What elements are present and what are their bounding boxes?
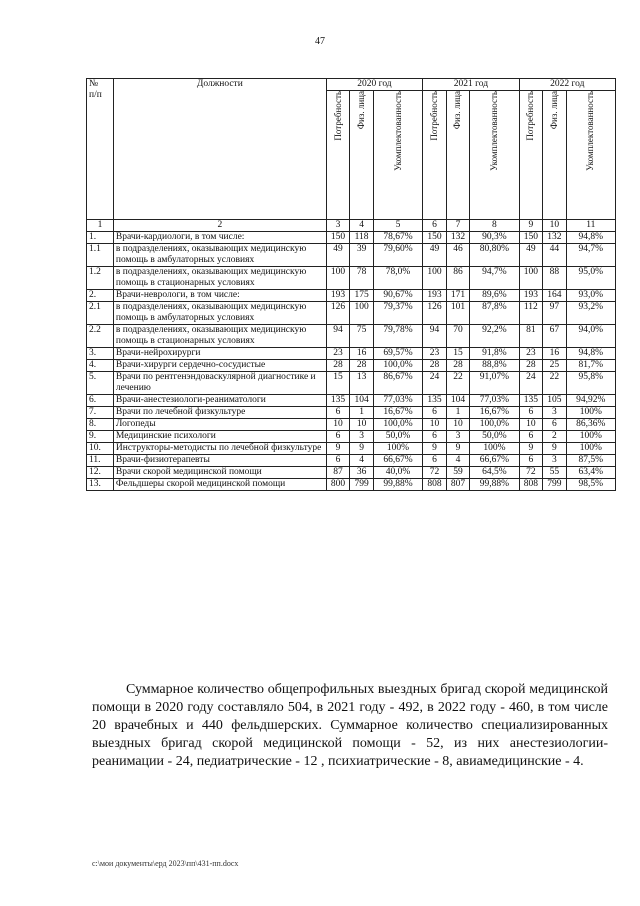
value-cell: 50,0% bbox=[373, 431, 422, 443]
value-cell: 90,3% bbox=[470, 232, 519, 244]
column-number: 10 bbox=[543, 220, 567, 232]
value-cell: 3 bbox=[543, 407, 567, 419]
value-cell: 16 bbox=[350, 348, 374, 360]
position-name: Врачи по рентгенэндоваскулярной диагностике и лечению bbox=[113, 372, 326, 395]
value-cell: 72 bbox=[519, 467, 543, 479]
table-row bbox=[87, 455, 616, 467]
value-cell: 10 bbox=[423, 419, 447, 431]
value-cell: 100% bbox=[373, 443, 422, 455]
value-cell: 50,0% bbox=[470, 431, 519, 443]
subheader-label: Физ. лица bbox=[356, 91, 367, 130]
value-cell: 36 bbox=[350, 467, 374, 479]
value-cell: 2 bbox=[543, 431, 567, 443]
value-cell: 10 bbox=[519, 419, 543, 431]
position-name: в подразделениях, оказывающих медицинскую помощь в стационарных условиях bbox=[113, 325, 326, 348]
value-cell: 13 bbox=[350, 372, 374, 395]
table-row bbox=[87, 232, 616, 244]
column-number: 11 bbox=[566, 220, 615, 232]
value-cell: 193 bbox=[326, 290, 350, 302]
value-cell: 70 bbox=[446, 325, 470, 348]
value-cell: 6 bbox=[326, 431, 350, 443]
page-number: 47 bbox=[315, 36, 325, 47]
value-cell: 86,67% bbox=[373, 372, 422, 395]
value-cell: 1 bbox=[446, 407, 470, 419]
value-cell: 15 bbox=[446, 348, 470, 360]
row-number: 2. bbox=[87, 290, 114, 302]
value-cell: 28 bbox=[519, 360, 543, 372]
value-cell: 94,8% bbox=[566, 232, 615, 244]
value-cell: 9 bbox=[543, 443, 567, 455]
header-position: Должности bbox=[113, 79, 326, 220]
value-cell: 10 bbox=[446, 419, 470, 431]
value-cell: 118 bbox=[350, 232, 374, 244]
table-row bbox=[87, 467, 616, 479]
value-cell: 150 bbox=[519, 232, 543, 244]
value-cell: 88,8% bbox=[470, 360, 519, 372]
table-row bbox=[87, 431, 616, 443]
value-cell: 93,0% bbox=[566, 290, 615, 302]
value-cell: 10 bbox=[350, 419, 374, 431]
value-cell: 99,88% bbox=[470, 479, 519, 491]
row-number: 11. bbox=[87, 455, 114, 467]
subheader-0 bbox=[326, 91, 350, 220]
value-cell: 1 bbox=[350, 407, 374, 419]
row-number: 9. bbox=[87, 431, 114, 443]
value-cell: 25 bbox=[543, 360, 567, 372]
column-number: 3 bbox=[326, 220, 350, 232]
value-cell: 16,67% bbox=[373, 407, 422, 419]
value-cell: 100 bbox=[519, 267, 543, 290]
table-row bbox=[87, 302, 616, 325]
value-cell: 23 bbox=[423, 348, 447, 360]
position-name: в подразделениях, оказывающих медицинскую помощь в амбулаторных условиях bbox=[113, 302, 326, 325]
value-cell: 49 bbox=[423, 244, 447, 267]
table-row bbox=[87, 395, 616, 407]
column-number: 2 bbox=[113, 220, 326, 232]
subheader-label: Потребность bbox=[332, 91, 343, 141]
value-cell: 79,78% bbox=[373, 325, 422, 348]
value-cell: 22 bbox=[543, 372, 567, 395]
value-cell: 22 bbox=[446, 372, 470, 395]
value-cell: 79,60% bbox=[373, 244, 422, 267]
value-cell: 28 bbox=[446, 360, 470, 372]
value-cell: 92,2% bbox=[470, 325, 519, 348]
column-number: 8 bbox=[470, 220, 519, 232]
position-name: Врачи-неврологи, в том числе: bbox=[113, 290, 326, 302]
subheader-8 bbox=[566, 91, 615, 220]
header-year-2021: 2021 год bbox=[423, 79, 519, 91]
value-cell: 171 bbox=[446, 290, 470, 302]
position-name: Инструкторы-методисты по лечебной физкультуре bbox=[113, 443, 326, 455]
value-cell: 72 bbox=[423, 467, 447, 479]
row-number: 4. bbox=[87, 360, 114, 372]
value-cell: 100,0% bbox=[373, 419, 422, 431]
value-cell: 77,03% bbox=[470, 395, 519, 407]
value-cell: 95,0% bbox=[566, 267, 615, 290]
value-cell: 94,0% bbox=[566, 325, 615, 348]
value-cell: 77,03% bbox=[373, 395, 422, 407]
value-cell: 81,7% bbox=[566, 360, 615, 372]
position-name: Логопеды bbox=[113, 419, 326, 431]
column-number: 5 bbox=[373, 220, 422, 232]
value-cell: 101 bbox=[446, 302, 470, 325]
row-number: 7. bbox=[87, 407, 114, 419]
position-name: Фельдшеры скорой медицинской помощи bbox=[113, 479, 326, 491]
value-cell: 49 bbox=[326, 244, 350, 267]
value-cell: 100 bbox=[350, 302, 374, 325]
value-cell: 97 bbox=[543, 302, 567, 325]
value-cell: 135 bbox=[326, 395, 350, 407]
row-number: 3. bbox=[87, 348, 114, 360]
value-cell: 4 bbox=[446, 455, 470, 467]
value-cell: 9 bbox=[446, 443, 470, 455]
value-cell: 3 bbox=[446, 431, 470, 443]
value-cell: 132 bbox=[543, 232, 567, 244]
value-cell: 800 bbox=[326, 479, 350, 491]
column-number: 7 bbox=[446, 220, 470, 232]
value-cell: 94 bbox=[326, 325, 350, 348]
header-num: № п/п bbox=[87, 79, 114, 220]
row-number: 2.2 bbox=[87, 325, 114, 348]
value-cell: 6 bbox=[519, 455, 543, 467]
value-cell: 104 bbox=[350, 395, 374, 407]
subheader-label: Потребность bbox=[428, 91, 439, 141]
value-cell: 6 bbox=[519, 431, 543, 443]
value-cell: 100 bbox=[423, 267, 447, 290]
table-row bbox=[87, 407, 616, 419]
value-cell: 78,0% bbox=[373, 267, 422, 290]
table-row bbox=[87, 290, 616, 302]
value-cell: 99,88% bbox=[373, 479, 422, 491]
position-name: Врачи-хирурги сердечно-сосудистые bbox=[113, 360, 326, 372]
row-number: 1.2 bbox=[87, 267, 114, 290]
value-cell: 807 bbox=[446, 479, 470, 491]
value-cell: 79,37% bbox=[373, 302, 422, 325]
value-cell: 28 bbox=[423, 360, 447, 372]
value-cell: 105 bbox=[543, 395, 567, 407]
value-cell: 40,0% bbox=[373, 467, 422, 479]
value-cell: 86 bbox=[446, 267, 470, 290]
value-cell: 98,5% bbox=[566, 479, 615, 491]
column-number: 9 bbox=[519, 220, 543, 232]
position-name: Врачи скорой медицинской помощи bbox=[113, 467, 326, 479]
value-cell: 100 bbox=[326, 267, 350, 290]
value-cell: 104 bbox=[446, 395, 470, 407]
value-cell: 24 bbox=[423, 372, 447, 395]
row-number: 1.1 bbox=[87, 244, 114, 267]
value-cell: 112 bbox=[519, 302, 543, 325]
subheader-7 bbox=[543, 91, 567, 220]
subheader-2 bbox=[373, 91, 422, 220]
table-row bbox=[87, 244, 616, 267]
value-cell: 193 bbox=[519, 290, 543, 302]
value-cell: 59 bbox=[446, 467, 470, 479]
value-cell: 135 bbox=[423, 395, 447, 407]
value-cell: 87,8% bbox=[470, 302, 519, 325]
table-row bbox=[87, 443, 616, 455]
value-cell: 94,92% bbox=[566, 395, 615, 407]
row-number: 13. bbox=[87, 479, 114, 491]
table-row bbox=[87, 348, 616, 360]
subheader-5 bbox=[470, 91, 519, 220]
value-cell: 16 bbox=[543, 348, 567, 360]
value-cell: 799 bbox=[543, 479, 567, 491]
value-cell: 193 bbox=[423, 290, 447, 302]
value-cell: 78 bbox=[350, 267, 374, 290]
value-cell: 86,36% bbox=[566, 419, 615, 431]
value-cell: 23 bbox=[519, 348, 543, 360]
value-cell: 799 bbox=[350, 479, 374, 491]
table-row bbox=[87, 360, 616, 372]
table-row bbox=[87, 419, 616, 431]
value-cell: 6 bbox=[326, 407, 350, 419]
value-cell: 10 bbox=[326, 419, 350, 431]
header-year-2020: 2020 год bbox=[326, 79, 422, 91]
value-cell: 175 bbox=[350, 290, 374, 302]
subheader-1 bbox=[350, 91, 374, 220]
value-cell: 87,5% bbox=[566, 455, 615, 467]
value-cell: 91,07% bbox=[470, 372, 519, 395]
subheader-6 bbox=[519, 91, 543, 220]
value-cell: 55 bbox=[543, 467, 567, 479]
value-cell: 49 bbox=[519, 244, 543, 267]
value-cell: 75 bbox=[350, 325, 374, 348]
row-number: 12. bbox=[87, 467, 114, 479]
subheader-label: Укомплектованность bbox=[585, 91, 596, 171]
file-path-footer: c:\мои документы\ерд 2023\пп\431-пп.docx bbox=[92, 859, 239, 868]
value-cell: 67 bbox=[543, 325, 567, 348]
position-name: Врачи-анестезиологи-реаниматологи bbox=[113, 395, 326, 407]
subheader-label: Укомплектованность bbox=[488, 91, 499, 171]
value-cell: 100% bbox=[566, 443, 615, 455]
value-cell: 4 bbox=[350, 455, 374, 467]
staffing-table bbox=[86, 78, 616, 491]
value-cell: 28 bbox=[350, 360, 374, 372]
value-cell: 90,67% bbox=[373, 290, 422, 302]
value-cell: 94,8% bbox=[566, 348, 615, 360]
table-row bbox=[87, 372, 616, 395]
row-number: 10. bbox=[87, 443, 114, 455]
table-row bbox=[87, 325, 616, 348]
position-name: Врачи по лечебной физкультуре bbox=[113, 407, 326, 419]
column-number: 4 bbox=[350, 220, 374, 232]
subheader-label: Физ. лица bbox=[452, 91, 463, 130]
value-cell: 808 bbox=[519, 479, 543, 491]
column-number: 6 bbox=[423, 220, 447, 232]
row-number: 8. bbox=[87, 419, 114, 431]
table-row bbox=[87, 267, 616, 290]
subheader-label: Потребность bbox=[525, 91, 536, 141]
value-cell: 9 bbox=[326, 443, 350, 455]
value-cell: 150 bbox=[326, 232, 350, 244]
value-cell: 66,67% bbox=[470, 455, 519, 467]
value-cell: 44 bbox=[543, 244, 567, 267]
value-cell: 100,0% bbox=[470, 419, 519, 431]
value-cell: 9 bbox=[519, 443, 543, 455]
row-number: 1. bbox=[87, 232, 114, 244]
position-name: в подразделениях, оказывающих медицинскую помощь в стационарных условиях bbox=[113, 267, 326, 290]
value-cell: 89,6% bbox=[470, 290, 519, 302]
value-cell: 69,57% bbox=[373, 348, 422, 360]
value-cell: 64,5% bbox=[470, 467, 519, 479]
position-name: Врачи-физиотерапевты bbox=[113, 455, 326, 467]
value-cell: 23 bbox=[326, 348, 350, 360]
row-number: 5. bbox=[87, 372, 114, 395]
table-row bbox=[87, 479, 616, 491]
value-cell: 6 bbox=[423, 455, 447, 467]
value-cell: 135 bbox=[519, 395, 543, 407]
value-cell: 100,0% bbox=[373, 360, 422, 372]
subheader-label: Физ. лица bbox=[548, 91, 559, 130]
value-cell: 3 bbox=[543, 455, 567, 467]
value-cell: 126 bbox=[423, 302, 447, 325]
value-cell: 9 bbox=[350, 443, 374, 455]
value-cell: 94 bbox=[423, 325, 447, 348]
value-cell: 6 bbox=[423, 431, 447, 443]
value-cell: 100% bbox=[566, 407, 615, 419]
value-cell: 46 bbox=[446, 244, 470, 267]
value-cell: 164 bbox=[543, 290, 567, 302]
value-cell: 94,7% bbox=[470, 267, 519, 290]
value-cell: 78,67% bbox=[373, 232, 422, 244]
value-cell: 6 bbox=[326, 455, 350, 467]
subheader-4 bbox=[446, 91, 470, 220]
value-cell: 808 bbox=[423, 479, 447, 491]
summary-paragraph: Суммарное количество общепрофильных выездных бригад скорой медицинской помощи в 2020 году составляло 504, в 2021 году - 492, в 2022 году - 460, в том числе 20 врачебных и 440 фельдшерских. Суммарное количество специализированных выездных бригад скорой медицинской помощи - 52, из них анестезиологии-реанимации - 24, педиатрические - 12 , психиатрические - 8, авиамедицинские - 4. bbox=[92, 682, 608, 769]
value-cell: 100% bbox=[566, 431, 615, 443]
value-cell: 87 bbox=[326, 467, 350, 479]
value-cell: 6 bbox=[423, 407, 447, 419]
value-cell: 94,7% bbox=[566, 244, 615, 267]
row-number: 6. bbox=[87, 395, 114, 407]
value-cell: 9 bbox=[423, 443, 447, 455]
value-cell: 80,80% bbox=[470, 244, 519, 267]
row-number: 2.1 bbox=[87, 302, 114, 325]
value-cell: 132 bbox=[446, 232, 470, 244]
subheader-label: Укомплектованность bbox=[392, 91, 403, 171]
value-cell: 39 bbox=[350, 244, 374, 267]
value-cell: 6 bbox=[543, 419, 567, 431]
position-name: Врачи-кардиологи, в том числе: bbox=[113, 232, 326, 244]
position-name: Врачи-нейрохирурги bbox=[113, 348, 326, 360]
value-cell: 15 bbox=[326, 372, 350, 395]
column-number: 1 bbox=[87, 220, 114, 232]
value-cell: 100% bbox=[470, 443, 519, 455]
value-cell: 66,67% bbox=[373, 455, 422, 467]
value-cell: 81 bbox=[519, 325, 543, 348]
value-cell: 93,2% bbox=[566, 302, 615, 325]
header-year-2022: 2022 год bbox=[519, 79, 615, 91]
value-cell: 28 bbox=[326, 360, 350, 372]
value-cell: 24 bbox=[519, 372, 543, 395]
position-name: в подразделениях, оказывающих медицинскую помощь в амбулаторных условиях bbox=[113, 244, 326, 267]
subheader-3 bbox=[423, 91, 447, 220]
value-cell: 16,67% bbox=[470, 407, 519, 419]
value-cell: 63,4% bbox=[566, 467, 615, 479]
value-cell: 126 bbox=[326, 302, 350, 325]
value-cell: 91,8% bbox=[470, 348, 519, 360]
value-cell: 95,8% bbox=[566, 372, 615, 395]
value-cell: 88 bbox=[543, 267, 567, 290]
value-cell: 6 bbox=[519, 407, 543, 419]
value-cell: 150 bbox=[423, 232, 447, 244]
value-cell: 3 bbox=[350, 431, 374, 443]
position-name: Медицинские психологи bbox=[113, 431, 326, 443]
